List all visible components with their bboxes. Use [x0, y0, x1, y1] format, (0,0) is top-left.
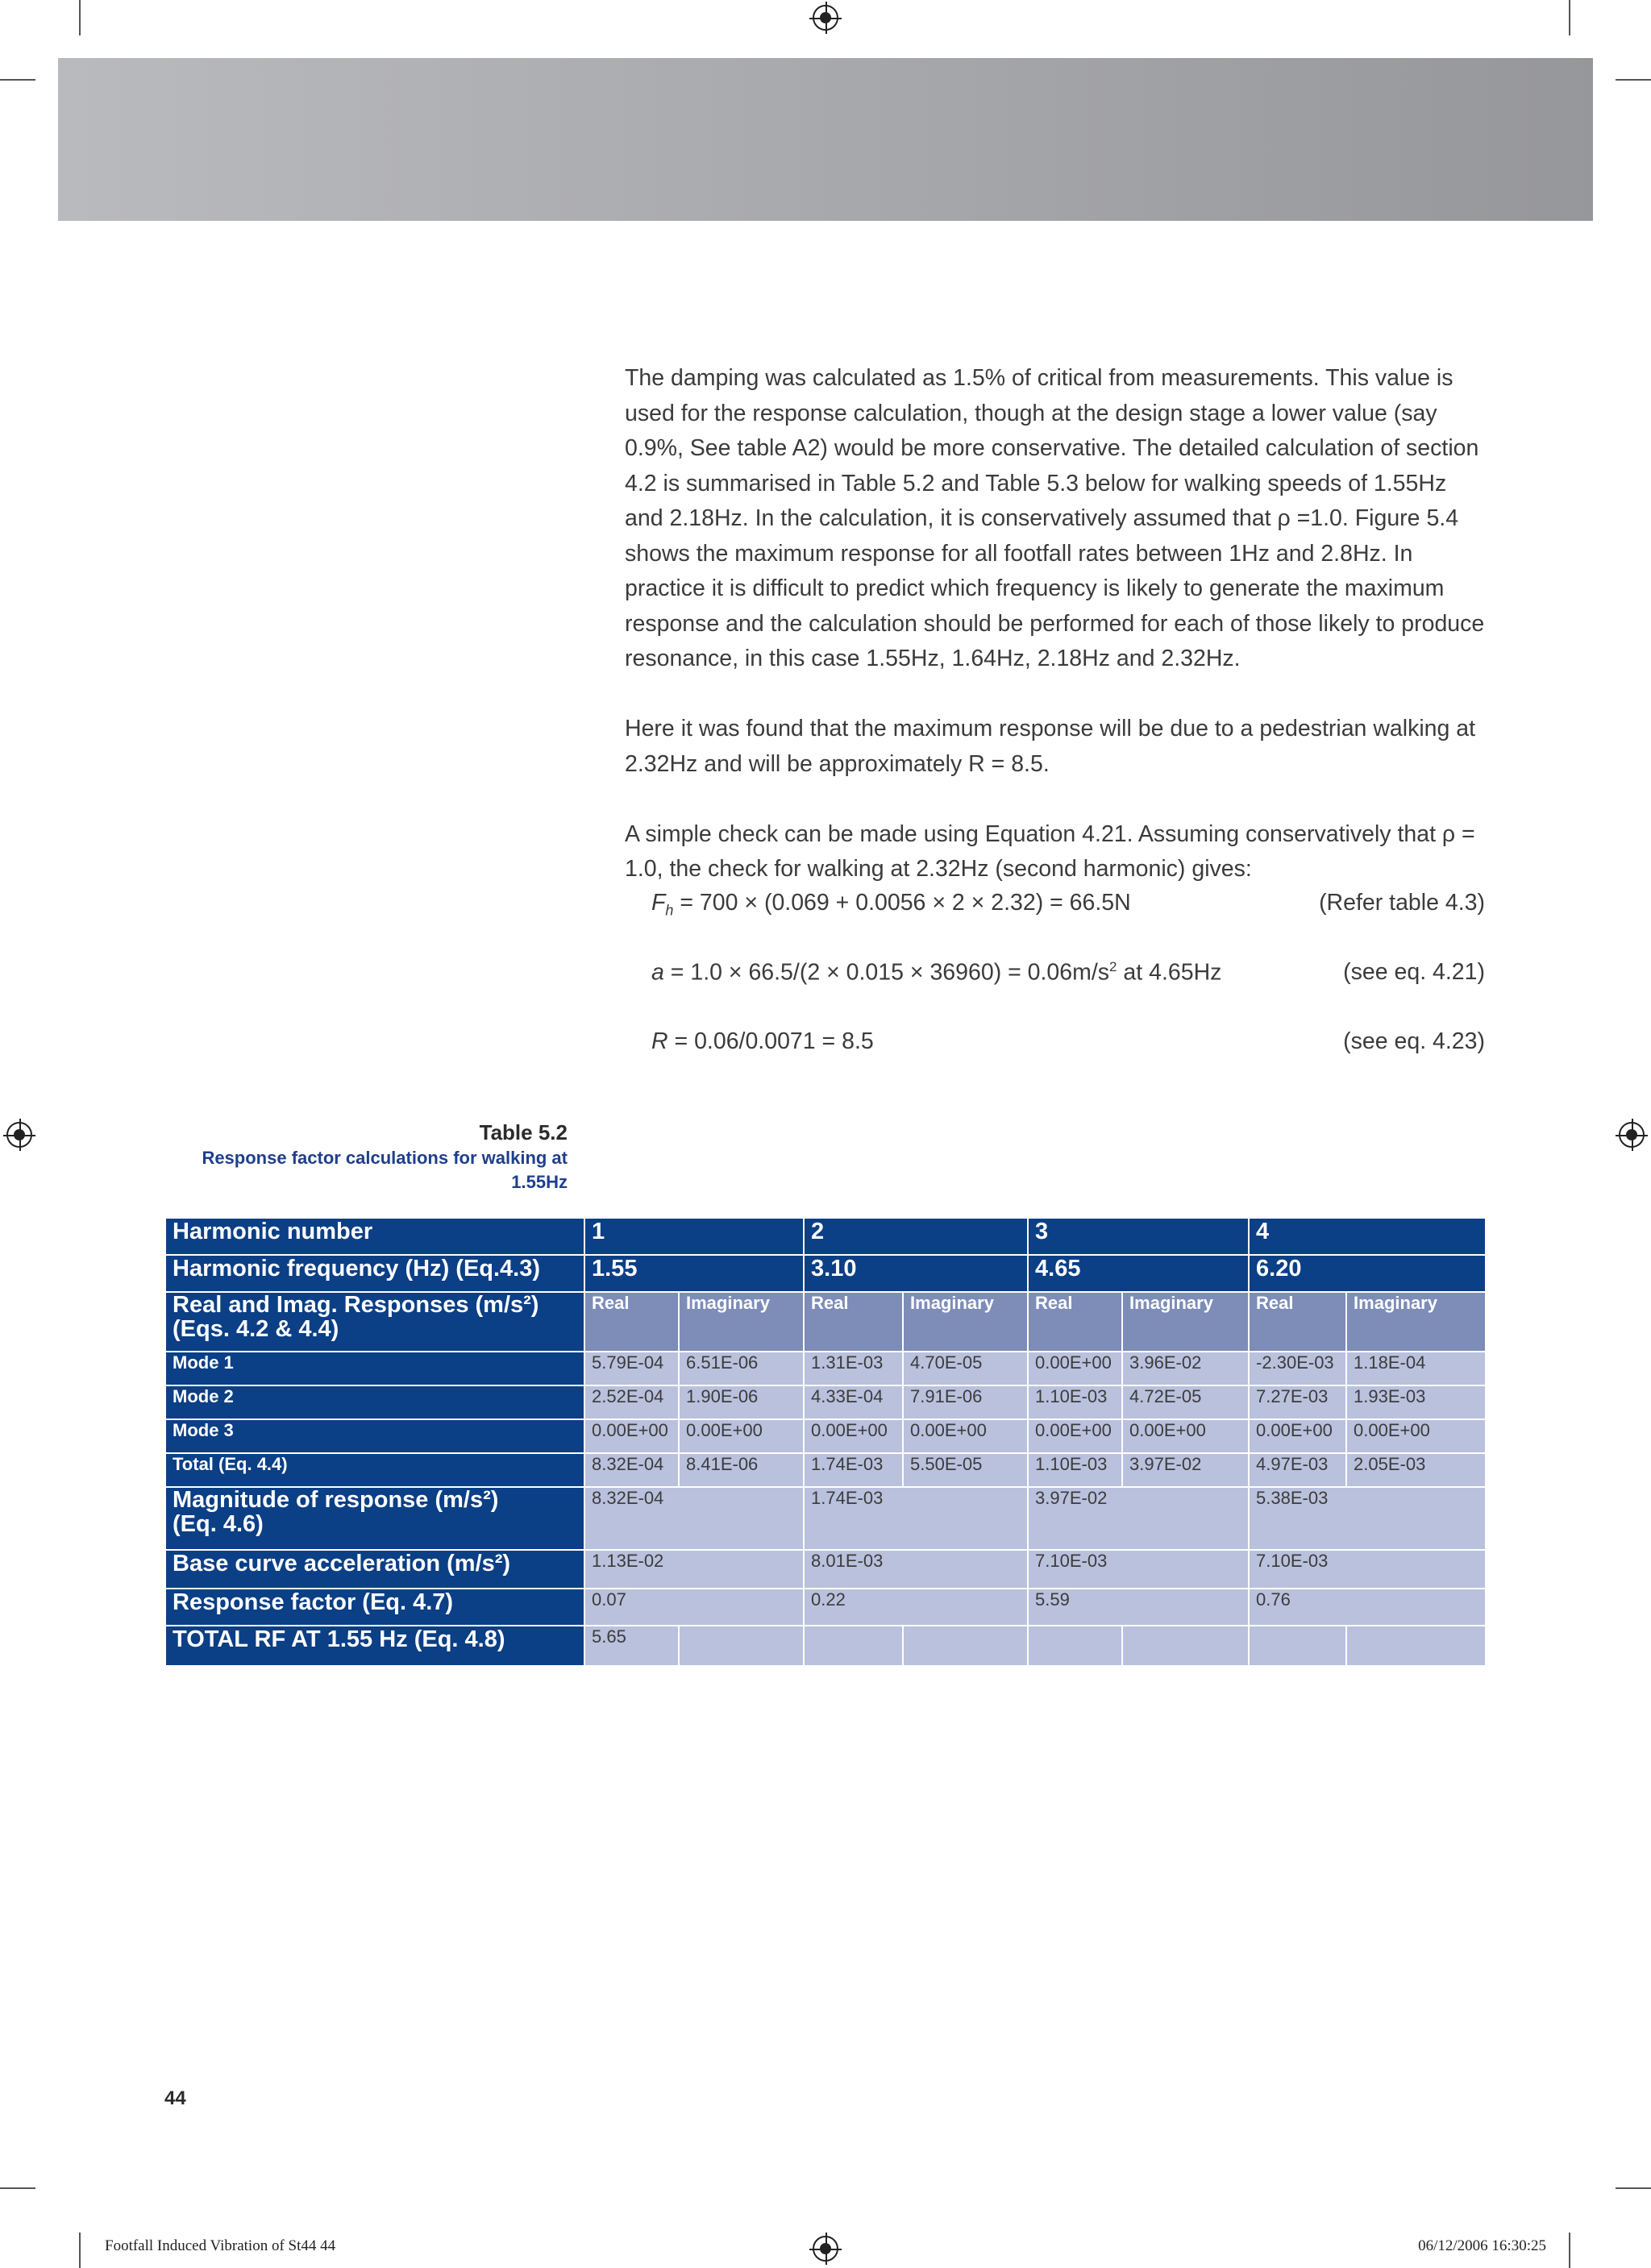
- cell: 4.33E-04: [804, 1385, 903, 1419]
- cell: 8.01E-03: [804, 1550, 1028, 1589]
- cell: 4: [1249, 1218, 1486, 1255]
- row-label: Mode 2: [165, 1385, 584, 1419]
- cell: 5.79E-04: [584, 1352, 679, 1385]
- registration-mark-icon: [6, 1122, 32, 1148]
- cell: 0.22: [804, 1589, 1028, 1626]
- column-header-imaginary: Imaginary: [679, 1292, 804, 1352]
- formula-expression: $F_h = 700 \times (0.069 + 0.0056 \times 2 \times 2.32) = 66.5N$: [651, 890, 1131, 919]
- row-label: Magnitude of response (m/s²) (Eq. 4.6): [165, 1487, 584, 1550]
- cell: -2.30E-03: [1249, 1352, 1346, 1385]
- formula-reference: (see eq. 4.23): [1343, 1028, 1485, 1054]
- row-response-factor: [165, 1589, 1486, 1626]
- cell: 5.50E-05: [903, 1453, 1028, 1487]
- crop-mark: [1569, 0, 1570, 35]
- column-header-real: Real: [1249, 1292, 1346, 1352]
- cell: 1: [584, 1218, 804, 1255]
- empty-cell: [679, 1626, 804, 1666]
- cell: 3: [1028, 1218, 1249, 1255]
- row-label: Harmonic number: [165, 1218, 584, 1255]
- paragraph-damping: The damping was calculated as 1.5% of critical from measurements. This value is used for the response calculation, though at the design stage a lower value (say 0.9%, See table A2) would be more conservative. The detailed calculation of section 4.2 is summarised in Table 5.2 and Table 5.3 below for walking speeds of 1.55Hz and 2.18Hz. In the calculation, it is conservatively assumed that ρ =1.0. Figure 5.4 shows the maximum response for all footfall rates between 1Hz and 2.8Hz. In practice it is difficult to predict which frequency is likely to generate the maximum response and the calculation should be performed for each of those likely to produce resonance, in this case 1.55Hz, 1.64Hz, 2.18Hz and 2.32Hz.: [625, 365, 1485, 671]
- crop-mark: [0, 79, 35, 81]
- row-harmonic-number: [165, 1218, 1486, 1255]
- cell: 5.65: [584, 1626, 679, 1666]
- column-header-imaginary: Imaginary: [903, 1292, 1028, 1352]
- slug-left: Footfall Induced Vibration of St44 44: [105, 2237, 336, 2254]
- crop-mark: [1616, 2187, 1651, 2189]
- cell: 8.41E-06: [679, 1453, 804, 1487]
- empty-cell: [1028, 1626, 1122, 1666]
- cell: 0.76: [1249, 1589, 1486, 1626]
- cell: 7.91E-06: [903, 1385, 1028, 1419]
- crop-mark: [1569, 2233, 1570, 2268]
- cell: 1.10E-03: [1028, 1385, 1122, 1419]
- table-number: Table 5.2: [479, 1120, 568, 1144]
- cell: 4.70E-05: [903, 1352, 1028, 1385]
- formula-reference: (Refer table 4.3): [1319, 890, 1485, 916]
- table-title: Response factor calculations for walking at 1.55Hz: [202, 1148, 568, 1192]
- cell: 7.27E-03: [1249, 1385, 1346, 1419]
- row-magnitude: [165, 1487, 1486, 1550]
- cell: 6.51E-06: [679, 1352, 804, 1385]
- crop-mark: [1616, 79, 1651, 81]
- cell: 0.00E+00: [1346, 1419, 1486, 1453]
- row-label: Base curve acceleration (m/s²): [165, 1550, 584, 1589]
- cell: 4.65: [1028, 1255, 1249, 1292]
- cell: 1.93E-03: [1346, 1385, 1486, 1419]
- empty-cell: [1122, 1626, 1249, 1666]
- column-header-imaginary: Imaginary: [1346, 1292, 1486, 1352]
- column-header-imaginary: Imaginary: [1122, 1292, 1249, 1352]
- crop-mark: [79, 0, 81, 35]
- cell: 2.05E-03: [1346, 1453, 1486, 1487]
- page-number: 44: [164, 2087, 186, 2109]
- cell: 3.97E-02: [1028, 1487, 1249, 1550]
- row-harmonic-frequency: [165, 1255, 1486, 1292]
- cell: 0.00E+00: [903, 1419, 1028, 1453]
- cell: 4.72E-05: [1122, 1385, 1249, 1419]
- registration-mark-icon: [1619, 1122, 1645, 1148]
- row-base-curve: [165, 1550, 1486, 1589]
- response-factor-table: [164, 1217, 1487, 1667]
- cell: 8.32E-04: [584, 1487, 804, 1550]
- cell: 6.20: [1249, 1255, 1486, 1292]
- cell: 0.00E+00: [1028, 1419, 1122, 1453]
- paragraph-simple-check: A simple check can be made using Equation 4.21. Assuming conservatively that ρ = 1.0, the check for walking at 2.32Hz (second harmonic) gives:: [625, 820, 1475, 882]
- table-caption: [148, 1119, 568, 1194]
- formula-response-factor: [651, 1028, 1485, 1055]
- row-total-rf: [165, 1626, 1486, 1666]
- row-mode-2: [165, 1385, 1486, 1419]
- formula-expression: $a = 1.0 \times 66.5/(2 \times 0.015 \times 36960) = 0.06m/s^2$ at 4.65Hz: [651, 959, 1222, 986]
- row-label: TOTAL RF AT 1.55 Hz (Eq. 4.8): [165, 1626, 584, 1666]
- empty-cell: [804, 1626, 903, 1666]
- cell: 4.97E-03: [1249, 1453, 1346, 1487]
- empty-cell: [903, 1626, 1028, 1666]
- crop-mark: [79, 2233, 81, 2268]
- cell: 8.32E-04: [584, 1453, 679, 1487]
- cell: 3.96E-02: [1122, 1352, 1249, 1385]
- cell: 0.00E+00: [804, 1419, 903, 1453]
- cell: 1.10E-03: [1028, 1453, 1122, 1487]
- cell: 2.52E-04: [584, 1385, 679, 1419]
- row-total: [165, 1453, 1486, 1487]
- column-header-real: Real: [584, 1292, 679, 1352]
- cell: 1.55: [584, 1255, 804, 1292]
- formula-reference: (see eq. 4.21): [1343, 959, 1485, 985]
- cell: 1.31E-03: [804, 1352, 903, 1385]
- row-mode-3: [165, 1419, 1486, 1453]
- cell: 7.10E-03: [1249, 1550, 1486, 1589]
- empty-cell: [1249, 1626, 1346, 1666]
- cell: 3.97E-02: [1122, 1453, 1249, 1487]
- cell: 2: [804, 1218, 1028, 1255]
- cell: 0.00E+00: [679, 1419, 804, 1453]
- paragraph-max-response: Here it was found that the maximum response will be due to a pedestrian walking at 2.32Hz and will be approximately R = 8.5.: [625, 716, 1476, 777]
- row-label: Mode 1: [165, 1352, 584, 1385]
- cell: 1.74E-03: [804, 1453, 903, 1487]
- cell: 3.10: [804, 1255, 1028, 1292]
- cell: 5.59: [1028, 1589, 1249, 1626]
- cell: 0.00E+00: [1028, 1352, 1122, 1385]
- cell: 1.13E-02: [584, 1550, 804, 1589]
- cell: 1.18E-04: [1346, 1352, 1486, 1385]
- row-responses-header: [165, 1292, 1486, 1352]
- cell: 0.00E+00: [584, 1419, 679, 1453]
- column-header-real: Real: [804, 1292, 903, 1352]
- registration-mark-icon: [813, 5, 838, 31]
- empty-cell: [1346, 1626, 1486, 1666]
- cell: 0.07: [584, 1589, 804, 1626]
- row-label: Total (Eq. 4.4): [165, 1453, 584, 1487]
- cell: 1.74E-03: [804, 1487, 1028, 1550]
- column-header-real: Real: [1028, 1292, 1122, 1352]
- row-label: Harmonic frequency (Hz) (Eq.4.3): [165, 1255, 584, 1292]
- row-label: Real and Imag. Responses (m/s²) (Eqs. 4.2 & 4.4): [165, 1292, 584, 1352]
- cell: 7.10E-03: [1028, 1550, 1249, 1589]
- formula-force: [651, 890, 1485, 920]
- cell: 0.00E+00: [1249, 1419, 1346, 1453]
- cell: 0.00E+00: [1122, 1419, 1249, 1453]
- row-mode-1: [165, 1352, 1486, 1385]
- row-label: Mode 3: [165, 1419, 584, 1453]
- registration-mark-icon: [813, 2236, 838, 2262]
- row-label: Response factor (Eq. 4.7): [165, 1589, 584, 1626]
- crop-mark: [0, 2187, 35, 2189]
- slug-right: 06/12/2006 16:30:25: [1418, 2237, 1546, 2254]
- intro-text: [625, 361, 1487, 887]
- header-banner: [58, 58, 1593, 221]
- formula-acceleration: [651, 959, 1485, 987]
- cell: 1.90E-06: [679, 1385, 804, 1419]
- formula-expression: R = 0.06/0.0071 = 8.5: [651, 1028, 874, 1054]
- cell: 5.38E-03: [1249, 1487, 1486, 1550]
